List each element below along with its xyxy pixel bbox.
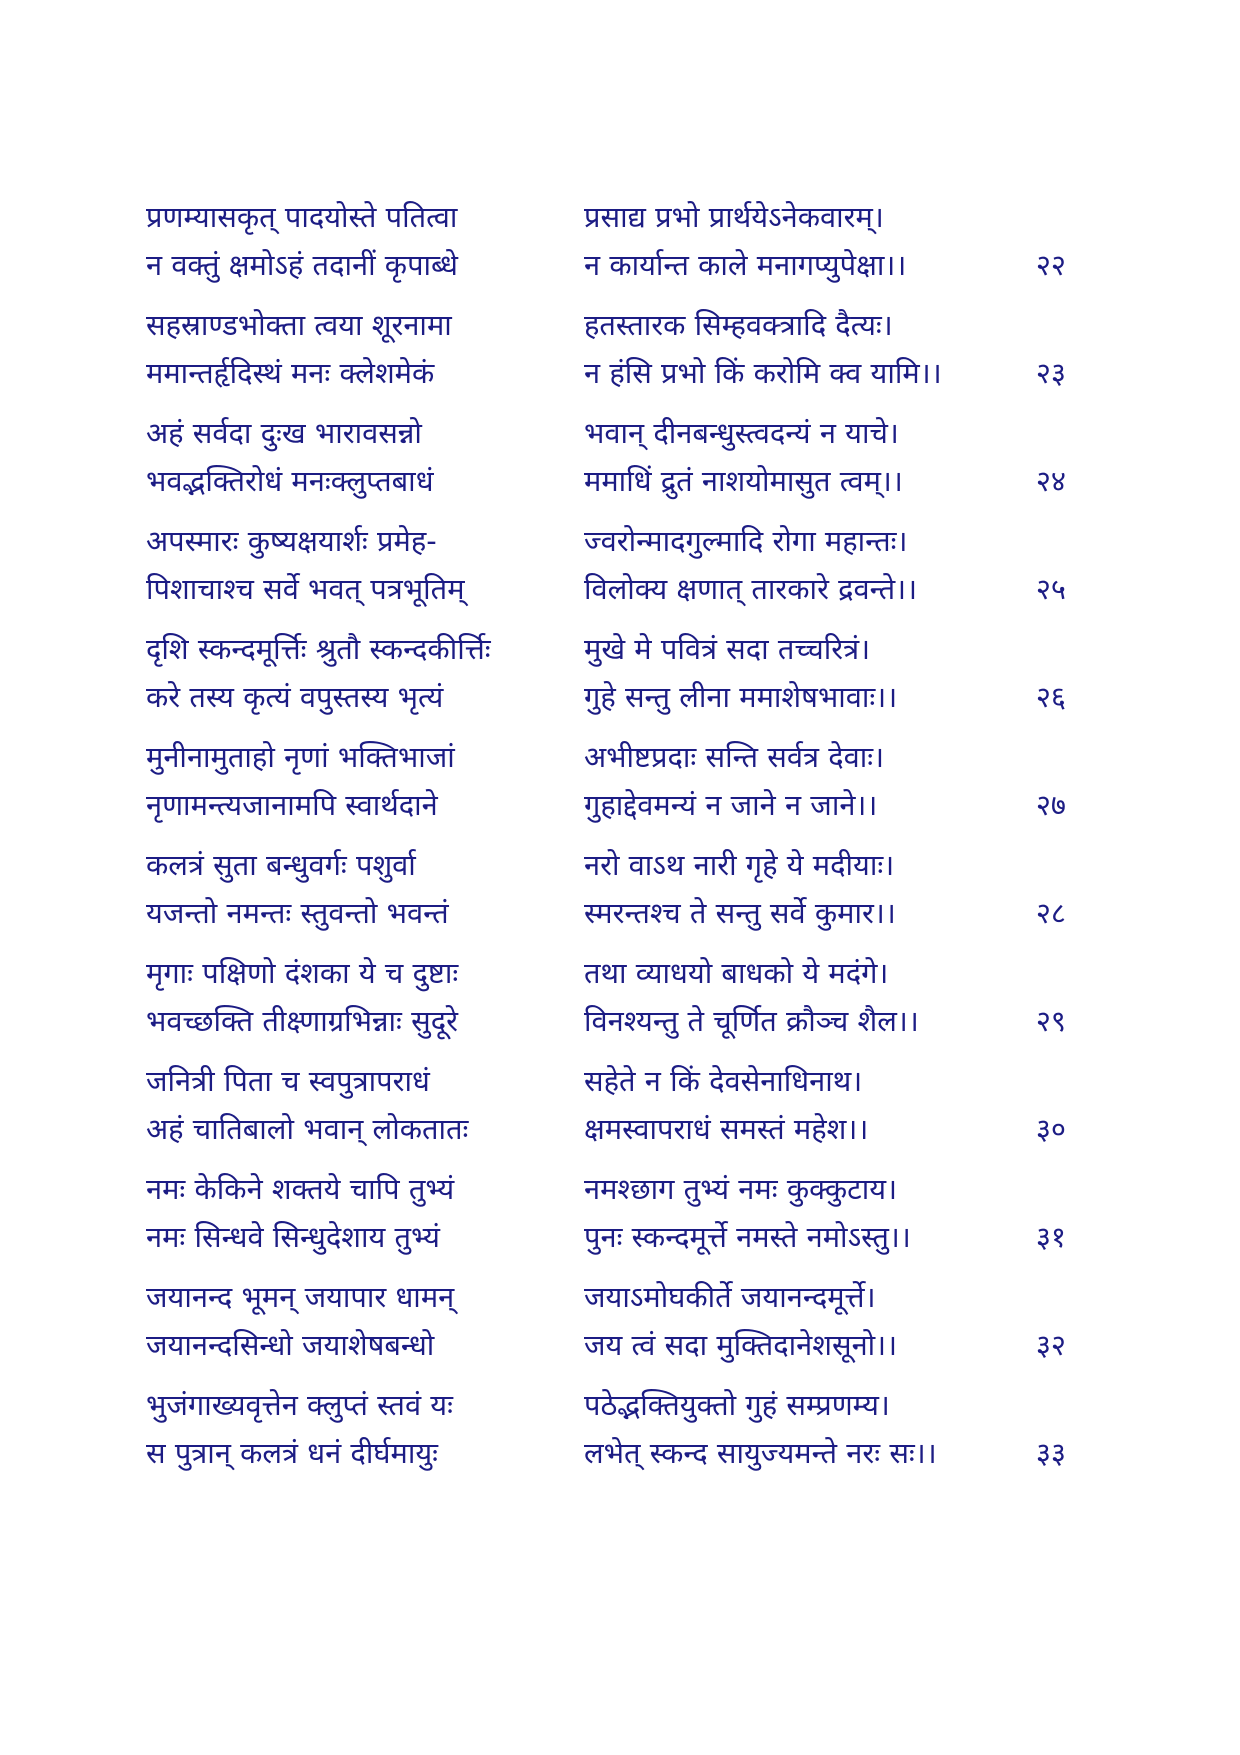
verse-line [146,840,1066,890]
verse-28 [146,840,1066,940]
verse-half-a: जयानन्दसिन्धो जयाशेषबन्धो [146,1328,435,1362]
verse-half-b: जय त्वं सदा मुक्तिदानेशसूनो।। [584,1328,898,1362]
verse-line [146,732,1066,782]
verse-number: २३ [1035,356,1066,390]
verse-24 [146,408,1066,508]
verse-half-a: न वक्तुं क्षमोऽहं तदानीं कृपाब्धे [146,248,458,282]
verse-line [146,1056,1066,1106]
verse-half-b: विलोक्य क्षणात् तारकारे द्रवन्ते।। [584,572,918,606]
verse-half-a: प्रणम्यासकृत् पादयोस्ते पतित्वा [146,200,458,234]
verse-half-b: पुनः स्कन्दमूर्त्ते नमस्ते नमोऽस्तु।। [584,1220,911,1254]
verse-23 [146,300,1066,400]
verse-half-a: पिशाचाश्च सर्वे भवत् पत्रभूतिम् [146,572,465,606]
verse-number: २५ [1035,572,1066,606]
verse-line [146,408,1066,458]
verse-half-b: गुहे सन्तु लीना ममाशेषभावाः।। [584,680,898,714]
verse-half-a: नमः केकिने शक्तये चापि तुभ्यं [146,1172,455,1206]
verse-33 [146,1380,1066,1480]
verse-half-b: ज्वरोन्मादगुल्मादि रोगा महान्तः। [584,524,908,558]
verse-half-a: भवद्भक्तिरोधं मनःक्लुप्तबाधं [146,464,434,498]
verse-half-a: मुनीनामुताहो नृणां भक्तिभाजां [146,740,455,774]
verse-line [146,516,1066,566]
verse-half-b: नमश्छाग तुभ्यं नमः कुक्कुटाय। [584,1172,898,1206]
verse-half-b: प्रसाद्य प्रभो प्रार्थयेऽनेकवारम्। [584,200,884,234]
verse-half-a: नमः सिन्धवे सिन्धुदेशाय तुभ्यं [146,1220,440,1254]
verse-half-a: ममान्तर्हृदिस्थं मनः क्लेशमेकं [146,356,435,390]
verse-half-a: मृगाः पक्षिणो दंशका ये च दुष्टाः [146,956,459,990]
verse-31 [146,1164,1066,1264]
verse-number: २८ [1035,896,1066,930]
verse-line [146,1104,1066,1154]
verse-half-b: जयाऽमोघकीर्ते जयानन्दमूर्त्ते। [584,1280,876,1314]
verse-half-b: लभेत् स्कन्द सायुज्यमन्ते नरः सः।। [584,1436,937,1470]
verse-number: २९ [1035,1004,1066,1038]
verse-line [146,1380,1066,1430]
verse-half-b: ममाधिं द्रुतं नाशयोमासुत त्वम्।। [584,464,903,498]
verse-line [146,1272,1066,1322]
verse-line [146,624,1066,674]
verse-number: २७ [1035,788,1066,822]
verse-half-b: हतस्तारक सिम्हवक्त्रादि दैत्यः। [584,308,893,342]
verse-line [146,1428,1066,1478]
verse-half-b: स्मरन्तश्च ते सन्तु सर्वे कुमार।। [584,896,896,930]
verse-half-b: न हंसि प्रभो किं करोमि क्व यामि।। [584,356,942,390]
verse-line [146,996,1066,1046]
verse-line [146,192,1066,242]
verse-number: २२ [1035,248,1066,282]
verse-line [146,888,1066,938]
verse-half-a: अहं सर्वदा दुःख भारावसन्नो [146,416,422,450]
verse-29 [146,948,1066,1048]
verse-number: २६ [1035,680,1066,714]
verse-line [146,1212,1066,1262]
verse-32 [146,1272,1066,1372]
verse-number: ३१ [1035,1220,1066,1254]
verse-line [146,1164,1066,1214]
verse-line [146,300,1066,350]
verse-number: २४ [1035,464,1066,498]
verse-half-a: स पुत्रान् कलत्रं धनं दीर्घमायुः [146,1436,439,1470]
verse-half-b: पठेद्भक्तियुक्तो गुहं सम्प्रणम्य। [584,1388,890,1422]
verse-line [146,240,1066,290]
verse-half-a: नृणामन्त्यजानामपि स्वार्थदाने [146,788,438,822]
verse-line [146,564,1066,614]
verse-number: ३० [1035,1112,1066,1146]
verse-half-a: सहस्राण्डभोक्ता त्वया शूरनामा [146,308,452,342]
verse-26 [146,624,1066,724]
verse-half-b: अभीष्टप्रदाः सन्ति सर्वत्र देवाः। [584,740,885,774]
verse-half-a: जयानन्द भूमन् जयापार धामन् [146,1280,455,1314]
verse-half-a: भुजंगाख्यवृत्तेन क्लुप्तं स्तवं यः [146,1388,453,1422]
verse-half-a: यजन्तो नमन्तः स्तुवन्तो भवन्तं [146,896,449,930]
verse-half-a: दृशि स्कन्दमूर्त्तिः श्रुतौ स्कन्दकीर्त्तिः [146,632,491,666]
verse-half-a: भवच्छक्ति तीक्ष्णाग्रभिन्नाः सुदूरे [146,1004,458,1038]
verse-30 [146,1056,1066,1156]
verse-half-b: गुहाद्देवमन्यं न जाने न जाने।। [584,788,878,822]
verse-22 [146,192,1066,292]
verse-half-b: नरो वाऽथ नारी गृहे ये मदीयाः। [584,848,895,882]
verse-line [146,456,1066,506]
verse-line [146,672,1066,722]
verse-half-a: कलत्रं सुता बन्धुवर्गः पशुर्वा [146,848,416,882]
verse-half-b: मुखे मे पवित्रं सदा तच्चरित्रं। [584,632,871,666]
verse-half-b: भवान् दीनबन्धुस्त्वदन्यं न याचे। [584,416,899,450]
verse-half-b: विनश्यन्तु ते चूर्णित क्रौञ्च शैल।। [584,1004,919,1038]
verse-line [146,948,1066,998]
verse-half-b: सहेते न किं देवसेनाधिनाथ। [584,1064,863,1098]
verse-half-a: करे तस्य कृत्यं वपुस्तस्य भृत्यं [146,680,444,714]
verse-line [146,1320,1066,1370]
verse-line [146,780,1066,830]
verse-line [146,348,1066,398]
verse-25 [146,516,1066,616]
verse-half-a: अपस्मारः कुष्यक्षयार्शः प्रमेह- [146,524,437,558]
verse-half-b: क्षमस्वापराधं समस्तं महेश।। [584,1112,869,1146]
verse-half-a: जनित्री पिता च स्वपुत्रापराधं [146,1064,430,1098]
verse-27 [146,732,1066,832]
verse-number: ३३ [1035,1436,1066,1470]
verse-half-b: न कार्यान्त काले मनागप्युपेक्षा।। [584,248,907,282]
verse-half-a: अहं चातिबालो भवान् लोकतातः [146,1112,469,1146]
verse-half-b: तथा व्याधयो बाधको ये मदंगे। [584,956,889,990]
verse-number: ३२ [1035,1328,1066,1362]
